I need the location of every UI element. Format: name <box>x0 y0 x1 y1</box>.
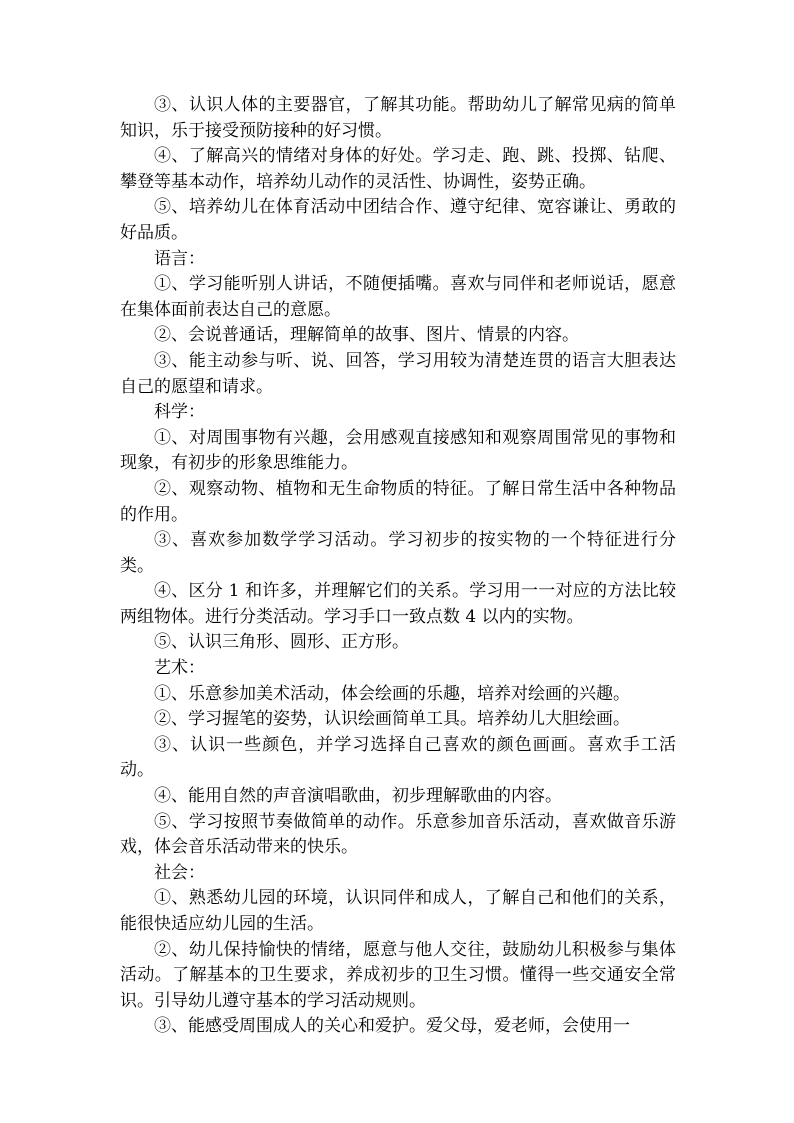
list-item: ④、区分 1 和许多，并理解它们的关系。学习用一一对应的方法比较两组物体。进行分类活动。学习手口一致点数 4 以内的实物。 <box>120 581 676 627</box>
list-item: ②、会说普通话，理解简单的故事、图片、情景的内容。 <box>154 325 579 346</box>
list-item: ⑤、培养幼儿在体育活动中团结合作、遵守纪律、宽容谦让、勇敢的好品质。 <box>120 197 676 243</box>
list-item: ⑤、学习按照节奏做简单的动作。乐意参加音乐活动，喜欢做音乐游戏，体会音乐活动带来的快乐。 <box>120 811 676 858</box>
list-item: ②、观察动物、植物和无生命物质的特征。了解日常生活中各种物品的作用。 <box>120 478 676 525</box>
section-heading-art: 艺术： <box>154 658 205 679</box>
list-item: ③、能主动参与听、说、回答，学习用较为清楚连贯的语言大胆表达自己的愿望和请求。 <box>120 350 676 397</box>
list-item: ③、能感受周围成人的关心和爱护。爱父母，爱老师，会使用一 <box>154 1016 630 1037</box>
list-item: ①、熟悉幼儿园的环境，认识同伴和成人，了解自己和他们的关系，能很快适应幼儿园的生活。 <box>120 888 676 934</box>
list-item: ④、能用自然的声音演唱歌曲，初步理解歌曲的内容。 <box>154 786 562 807</box>
section-heading-science: 科学： <box>154 402 205 423</box>
list-item: ②、幼儿保持愉快的情绪，愿意与他人交往，鼓励幼儿积极参与集体活动。了解基本的卫生要求，养成初步的卫生习惯。懂得一些交通安全常识。引导幼儿遵守基本的学习活动规则。 <box>120 939 676 1011</box>
section-heading-language: 语言： <box>154 248 205 269</box>
list-item: ③、认识人体的主要器官，了解其功能。帮助幼儿了解常见病的简单知识，乐于接受预防接种的好习惯。 <box>120 95 676 141</box>
list-item: ①、乐意参加美术活动，体会绘画的乐趣，培养对绘画的兴趣。 <box>154 683 630 704</box>
list-item: ④、了解高兴的情绪对身体的好处。学习走、跑、跳、投掷、钻爬、攀登等基本动作，培养幼儿动作的灵活性、协调性，姿势正确。 <box>120 146 676 192</box>
list-item: ①、对周围事物有兴趣，会用感观直接感知和观察周围常见的事物和现象，有初步的形象思维能力。 <box>120 427 676 474</box>
list-item: ①、学习能听别人讲话，不随便插嘴。喜欢与同伴和老师说话，愿意在集体面前表达自己的意愿。 <box>120 274 676 320</box>
list-item: ②、学习握笔的姿势，认识绘画简单工具。培养幼儿大胆绘画。 <box>154 709 630 730</box>
document-body <box>120 93 676 1040</box>
list-item: ③、喜欢参加数学学习活动。学习初步的按实物的一个特征进行分类。 <box>120 530 676 576</box>
list-item: ③、认识一些颜色，并学习选择自己喜欢的颜色画画。喜欢手工活动。 <box>120 734 676 781</box>
section-heading-society: 社会： <box>154 862 205 883</box>
list-item: ⑤、认识三角形、圆形、正方形。 <box>154 632 409 653</box>
